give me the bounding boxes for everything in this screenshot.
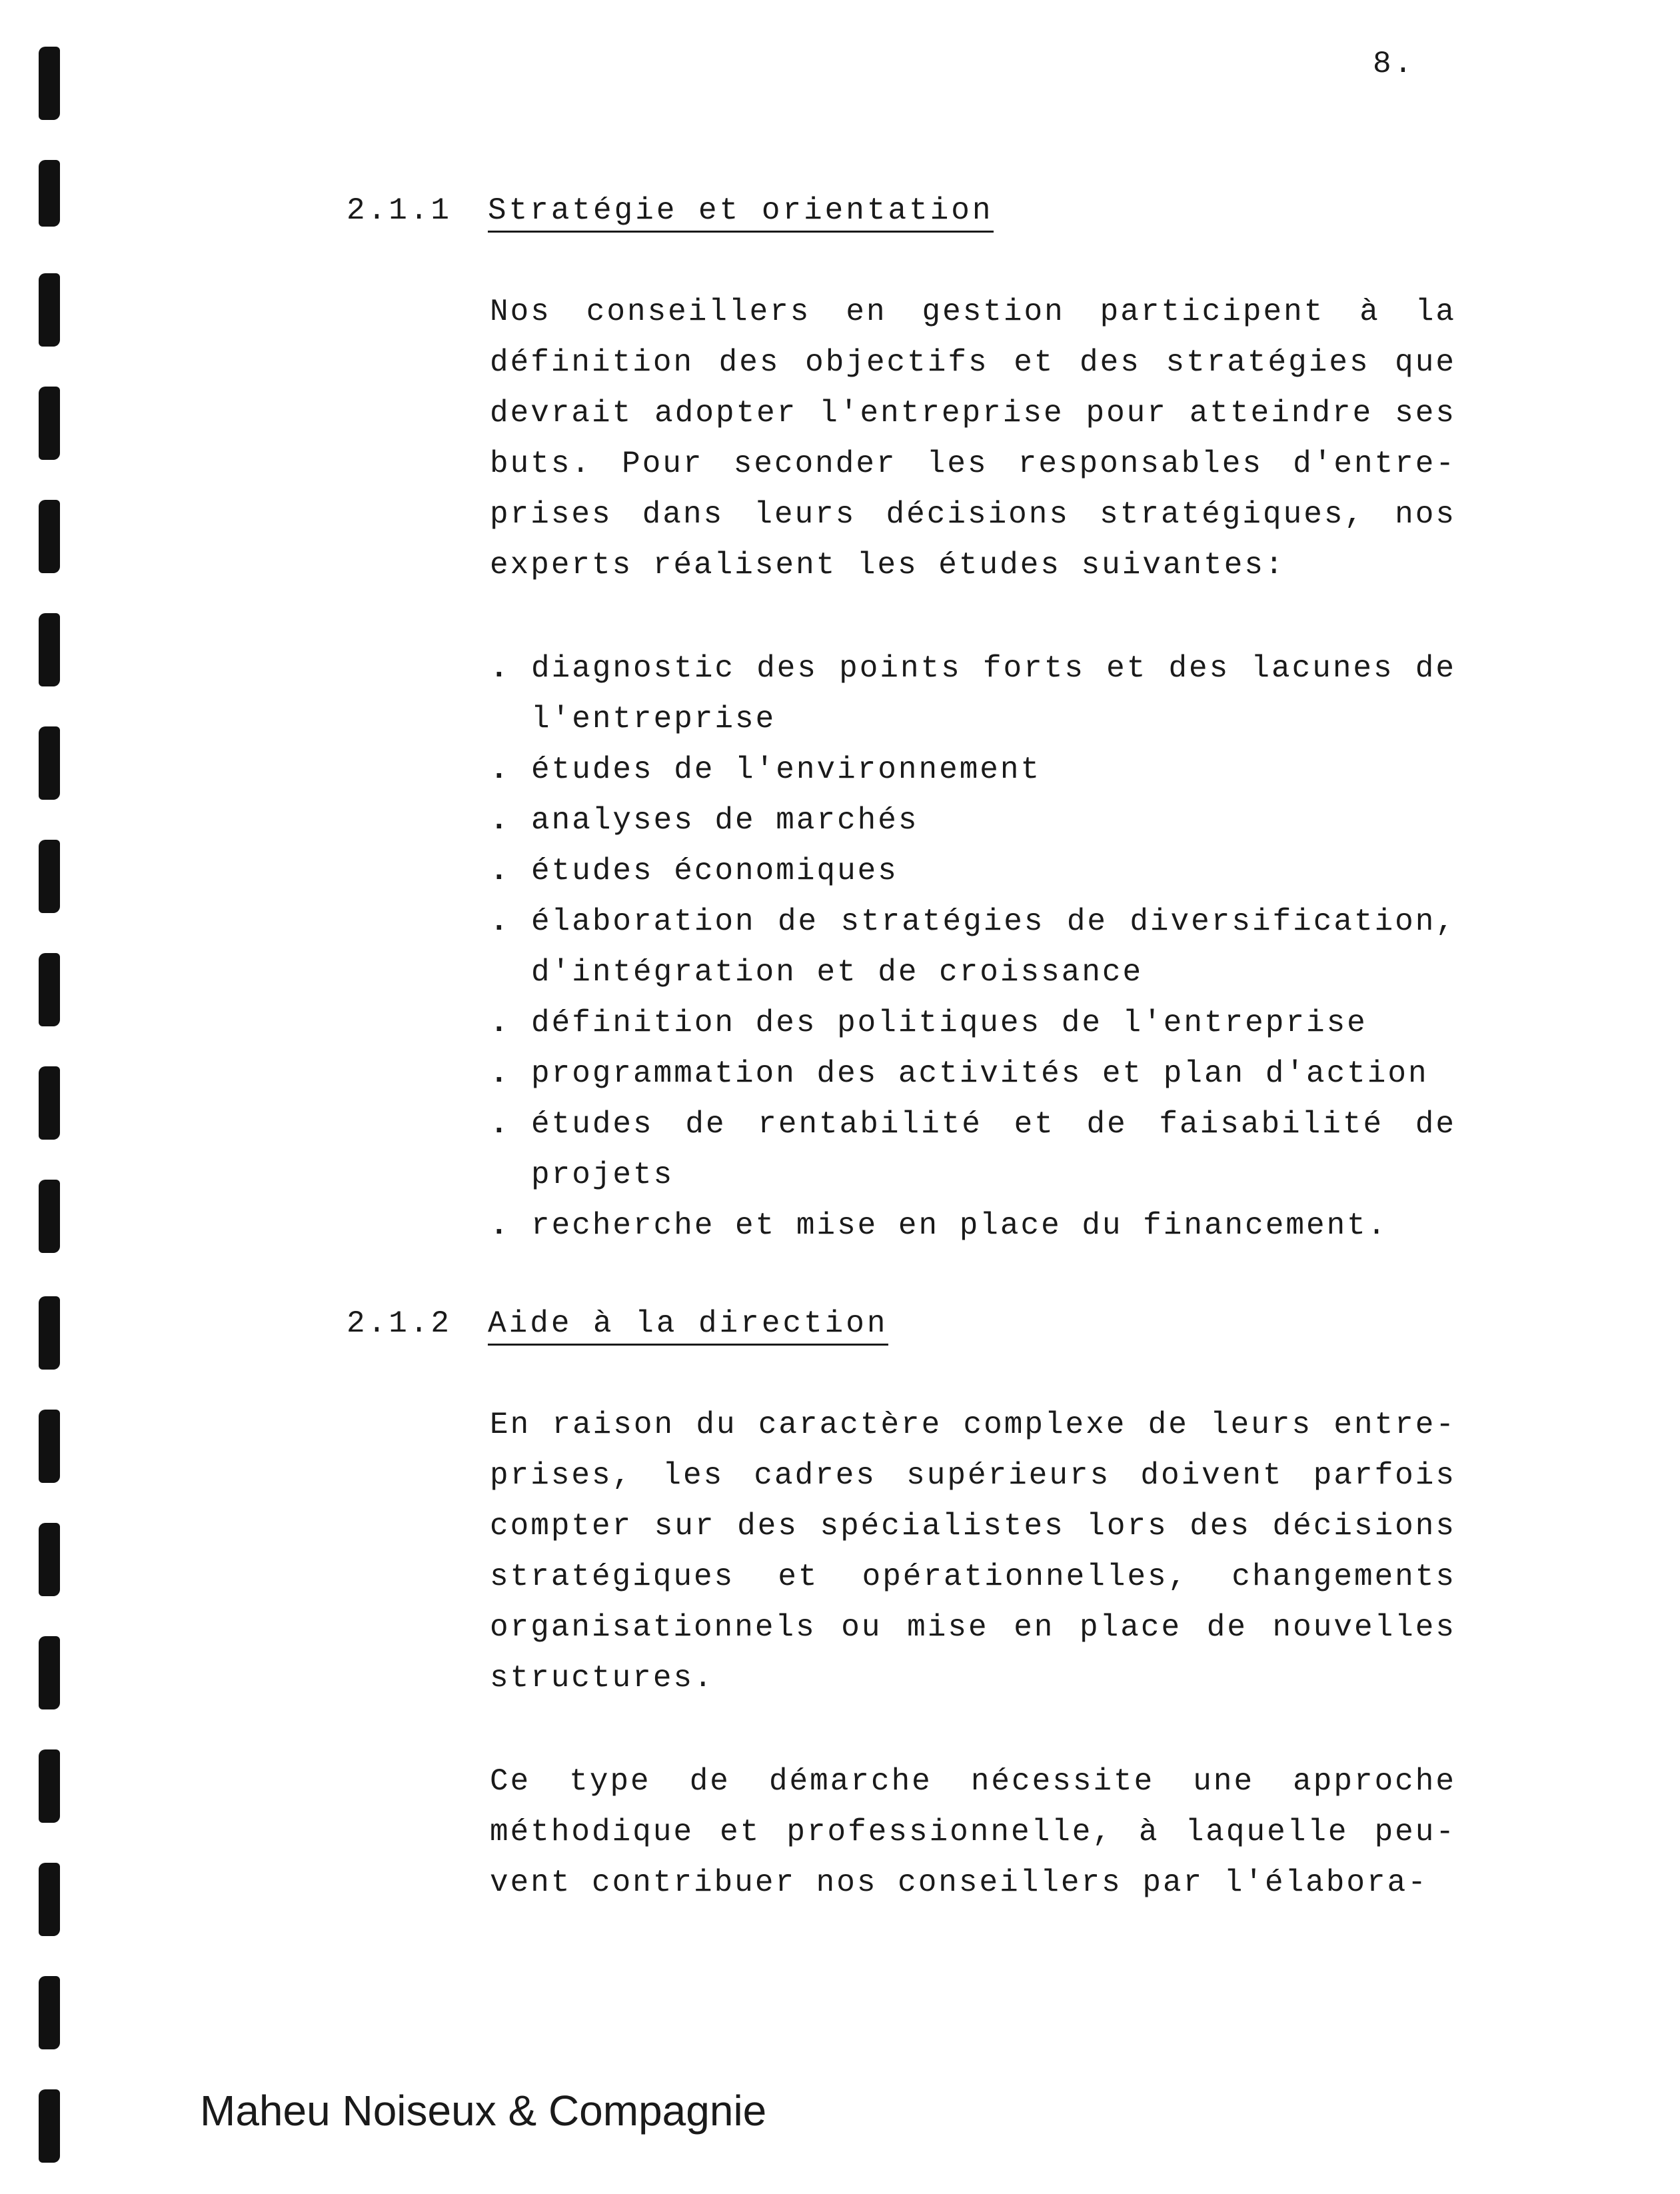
bullet-marker: . bbox=[490, 803, 510, 838]
list-item-text: analyses de marchés bbox=[531, 803, 919, 838]
list-item bbox=[490, 744, 1456, 795]
list-item bbox=[490, 896, 1456, 998]
list-item-text: programmation des activités et plan d'action bbox=[531, 1056, 1429, 1091]
page-number: 8. bbox=[1373, 47, 1415, 81]
binding-mark bbox=[39, 613, 60, 686]
list-item bbox=[490, 643, 1456, 744]
list-item bbox=[490, 1200, 1456, 1251]
bullet-marker: . bbox=[490, 1006, 510, 1040]
binding-mark bbox=[39, 500, 60, 573]
binding-mark bbox=[39, 953, 60, 1026]
section-title: Stratégie et orientation bbox=[488, 193, 994, 233]
binding-mark bbox=[39, 273, 60, 347]
list-item-text: études économiques bbox=[531, 854, 898, 888]
binding-mark bbox=[39, 1296, 60, 1370]
bullet-marker: . bbox=[490, 651, 510, 686]
list-item bbox=[490, 1048, 1456, 1099]
binding-mark bbox=[39, 2089, 60, 2163]
section-paragraph: Nos conseillers en gestion participent à la définition des objectifs et des stratégies que devrait adopter l'entreprise pour atteindre ses buts. Pour seconder les responsables d'entre-prises dans leurs décisions stratégiques, nos experts réalisent les études suivantes: bbox=[490, 295, 1456, 582]
list-item-text: recherche et mise en place du financement. bbox=[531, 1208, 1388, 1243]
binding-mark bbox=[39, 840, 60, 913]
section-paragraph: En raison du caractère complexe de leurs entre-prises, les cadres supérieurs doivent parfois compter sur des spécialistes lors des décisions stratégiques et opérationnelles, changements organisationnels ou mise en place de nouvelles structures. bbox=[490, 1408, 1456, 1695]
footer-firm-name: Maheu Noiseux & Compagnie bbox=[200, 2087, 767, 2135]
section-number: 2.1.1 bbox=[347, 193, 452, 228]
section-number: 2.1.2 bbox=[347, 1306, 452, 1341]
list-item bbox=[490, 998, 1456, 1048]
list-item-text: études de l'environnement bbox=[531, 752, 1042, 787]
binding-mark bbox=[39, 387, 60, 460]
bullet-marker: . bbox=[490, 904, 510, 939]
binding-mark bbox=[39, 1976, 60, 2049]
binding-mark bbox=[39, 1180, 60, 1253]
binding-mark bbox=[39, 1749, 60, 1823]
bullet-list bbox=[490, 643, 1456, 1251]
list-item bbox=[490, 795, 1456, 846]
list-item bbox=[490, 1099, 1456, 1200]
list-item-text: définition des politiques de l'entreprise bbox=[531, 1006, 1367, 1040]
bullet-marker: . bbox=[490, 1107, 510, 1142]
section-title: Aide à la direction bbox=[488, 1306, 888, 1346]
bullet-marker: . bbox=[490, 752, 510, 787]
binding-mark bbox=[39, 160, 60, 227]
list-item-text: diagnostic des points forts et des lacunes de l'entreprise bbox=[531, 651, 1456, 736]
list-item-text: élaboration de stratégies de diversification, d'intégration et de croissance bbox=[531, 904, 1456, 990]
binding-mark bbox=[39, 1636, 60, 1709]
binding-mark bbox=[39, 1066, 60, 1140]
binding-mark bbox=[39, 1523, 60, 1596]
section-paragraph: Ce type de démarche nécessite une approche méthodique et professionnelle, à laquelle peu-vent contribuer nos conseillers par l'élabora- bbox=[490, 1764, 1456, 1900]
binding-mark bbox=[39, 1863, 60, 1936]
bullet-marker: . bbox=[490, 1208, 510, 1243]
bullet-marker: . bbox=[490, 854, 510, 888]
binding-mark bbox=[39, 726, 60, 800]
list-item-text: études de rentabilité et de faisabilité de projets bbox=[531, 1107, 1456, 1192]
binding-mark bbox=[39, 1410, 60, 1483]
binding-mark bbox=[39, 47, 60, 120]
bullet-marker: . bbox=[490, 1056, 510, 1091]
list-item bbox=[490, 846, 1456, 896]
